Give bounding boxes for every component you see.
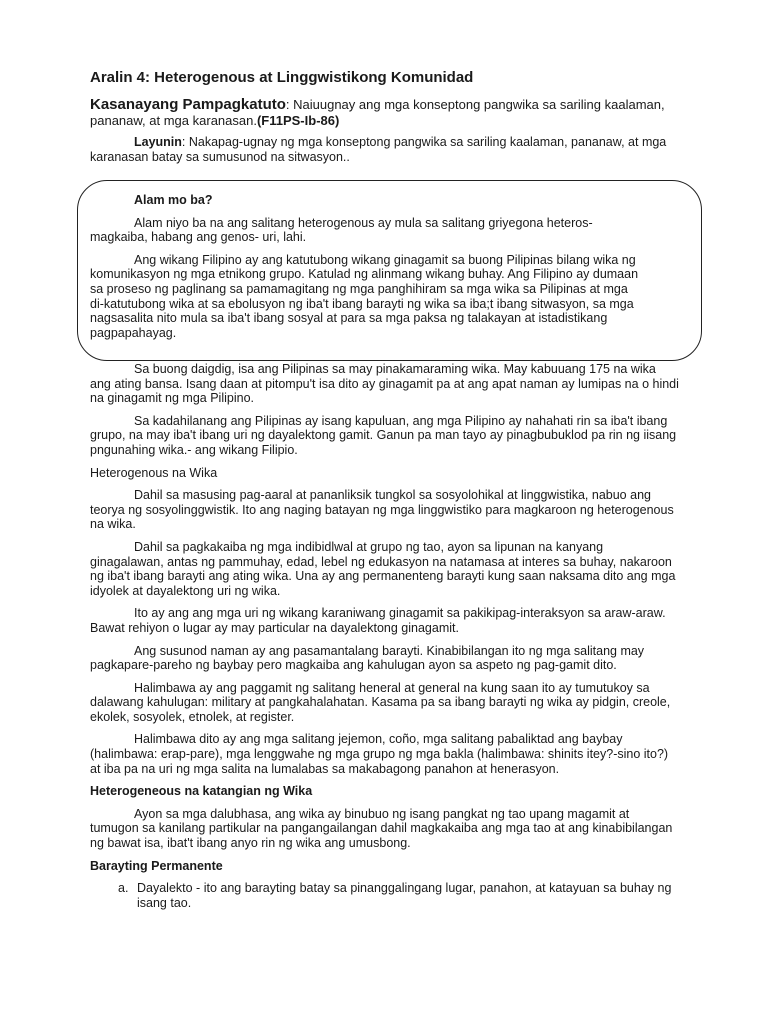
layunin-block bbox=[90, 135, 690, 164]
section1-paragraph: Ang susunod naman ay ang pasamantalang barayti. Kinabibilangan ito ng mga salitang may pagkapare-pareho ng baybay pero magkaiba ang kahulugan ayon sa aspeto ng pag-gamit dito. bbox=[90, 643, 645, 673]
section2-paragraph: Ayon sa mga dalubhasa, ang wika ay binubuo ng isang pangkat ng tao upang magamit at tumugon sa kanilang partikular na pangangailangan dahil magkakaiba ang mga tao at ang kinabibilangan ng bawat isa, ibat't ibang anyo rin ng wika ang umusbong. bbox=[90, 806, 673, 851]
intro-paragraph: Sa buong daigdig, isa ang Pilipinas sa may pinakamaraming wika. May kabuuang 175 na wika ang ating bansa. Isang daan at pitompu't isa dito ay ginagamit pa at ang apat naman ay lumipas na o hindi na ginagamit ng mga Pilipino. bbox=[90, 362, 679, 406]
layunin-label: Layunin bbox=[134, 135, 182, 149]
layunin-text: : Nakapag-ugnay ng mga konseptong pangwika sa sariling kaalaman, pananaw, at mga karanasan batay sa sumusunod na sitwasyon.. bbox=[90, 135, 667, 164]
lesson-title: Aralin 4: Heterogenous at Linggwistikong Komunidad bbox=[90, 69, 474, 86]
kasanayan-heading: Kasanayang Pampagkatuto bbox=[90, 96, 286, 113]
kasanayan-code: (F11PS-Ib-86) bbox=[256, 113, 340, 128]
list-item-text: Dayalekto - ito ang barayting batay sa pinanggalingang lugar, panahon, at katayuan sa buhay ng isang tao. bbox=[137, 881, 672, 910]
kasanayan-block bbox=[90, 97, 690, 129]
section1-paragraph: Halimbawa dito ay ang mga salitang jejemon, coño, mga salitang pabaliktad ang baybay (halimbawa: erap-pare), mga lenggwahe ng mga grupo ng mga bakla (halimbawa: shinits itey?-sino ito?) at iba pa na uri ng mga salita na lumalabas sa makabagong panahon at henerasyon. bbox=[90, 732, 669, 776]
kasanayan-text: : Naiuugnay ang mga konseptong pangwika sa sariling kaalaman, pananaw, at mga karanasan. bbox=[90, 97, 665, 128]
main-text bbox=[90, 362, 680, 918]
section1-paragraph: Dahil sa pagkakaiba ng mga indibidlwal at grupo ng tao, ayon sa lipunan na kanyang ginagalawan, antas ng pammuhay, edad, lebel ng edukasyon na natamasa at interes sa buhay, nakaroon ng iba't ibang barayti ang ating wika. Una ay ang permanenteng barayti kung saan naksama dito ang mga idyolek at dayalektong uri ng wika. bbox=[90, 539, 676, 598]
intro-paragraph: Sa kadahilanang ang Pilipinas ay isang kapuluan, ang mga Pilipino ay nahahati rin sa iba't ibang grupo, na may iba't ibang uri ng dayalektong gamit. Ganun pa man tayo ay pinagbubuklod pa rin ng iisang pngunahing wika.- ang wikang Filipio. bbox=[90, 413, 677, 457]
list-marker: a. bbox=[118, 881, 129, 896]
alam-mo-ba-title: Alam mo ba? bbox=[134, 193, 213, 207]
section-heading-katangian: Heterogeneous na katangian ng Wika bbox=[90, 784, 313, 799]
alam-paragraph: Ang wikang Filipino ay ang katutubong wikang ginagamit sa buong Pilipinas bilang wika ng komunikasyon ng mga etnikong grupo. Katulad ng alinmang wikang buhay. Ang Filipino ay dumaan sa proseso ng paglinang sa pamamagitang ng mga panghihiram sa mga wika sa Pilipinas at mga di-katutubong wika at sa ebolusyon ng iba't ibang barayti ng wika sa iba;t ibang sitwasyon, sa mga nagsasalita nito mula sa iba't ibang sosyal at para sa mga paksa ng talakayan at istadistikang pagpapahayag. bbox=[90, 252, 639, 340]
list-item bbox=[90, 881, 680, 910]
section1-paragraph: Halimbawa ay ang paggamit ng salitang heneral at general na kung saan ito ay tumutukoy sa dalawang kahulugan: military at pangkahalahatan. Kasama pa sa ibang barayti ng wika ay pidgin, creole, ekolek, sosyolek, etnolek, at register. bbox=[90, 680, 671, 724]
section1-paragraph: Dahil sa masusing pag-aaral at pananliksik tungkol sa sosyolohikal at linggwistika, nabuo ang teorya ng sosyolinggwistik. Ito ang naging batayan ng mga linggwistiko para magkaroon ng heterogenous na wika. bbox=[90, 488, 674, 532]
section1-paragraph: Ito ay ang ang mga uri ng wikang karaniwang ginagamit sa pakikipag-interaksyon sa araw-araw. Bawat rehiyon o lugar ay may particular na dayalektong ginagamit. bbox=[90, 606, 666, 635]
section-heading-heterogenous-na-wika: Heterogenous na Wika bbox=[90, 465, 218, 480]
section-heading-barayting-permanente: Barayting Permanente bbox=[90, 858, 223, 873]
alam-paragraph: Alam niyo ba na ang salitang heterogenous ay mula sa salitang griyegona heteros-magkaiba, habang ang genos- uri, lahi. bbox=[90, 215, 593, 245]
alam-mo-ba-content bbox=[90, 193, 645, 348]
